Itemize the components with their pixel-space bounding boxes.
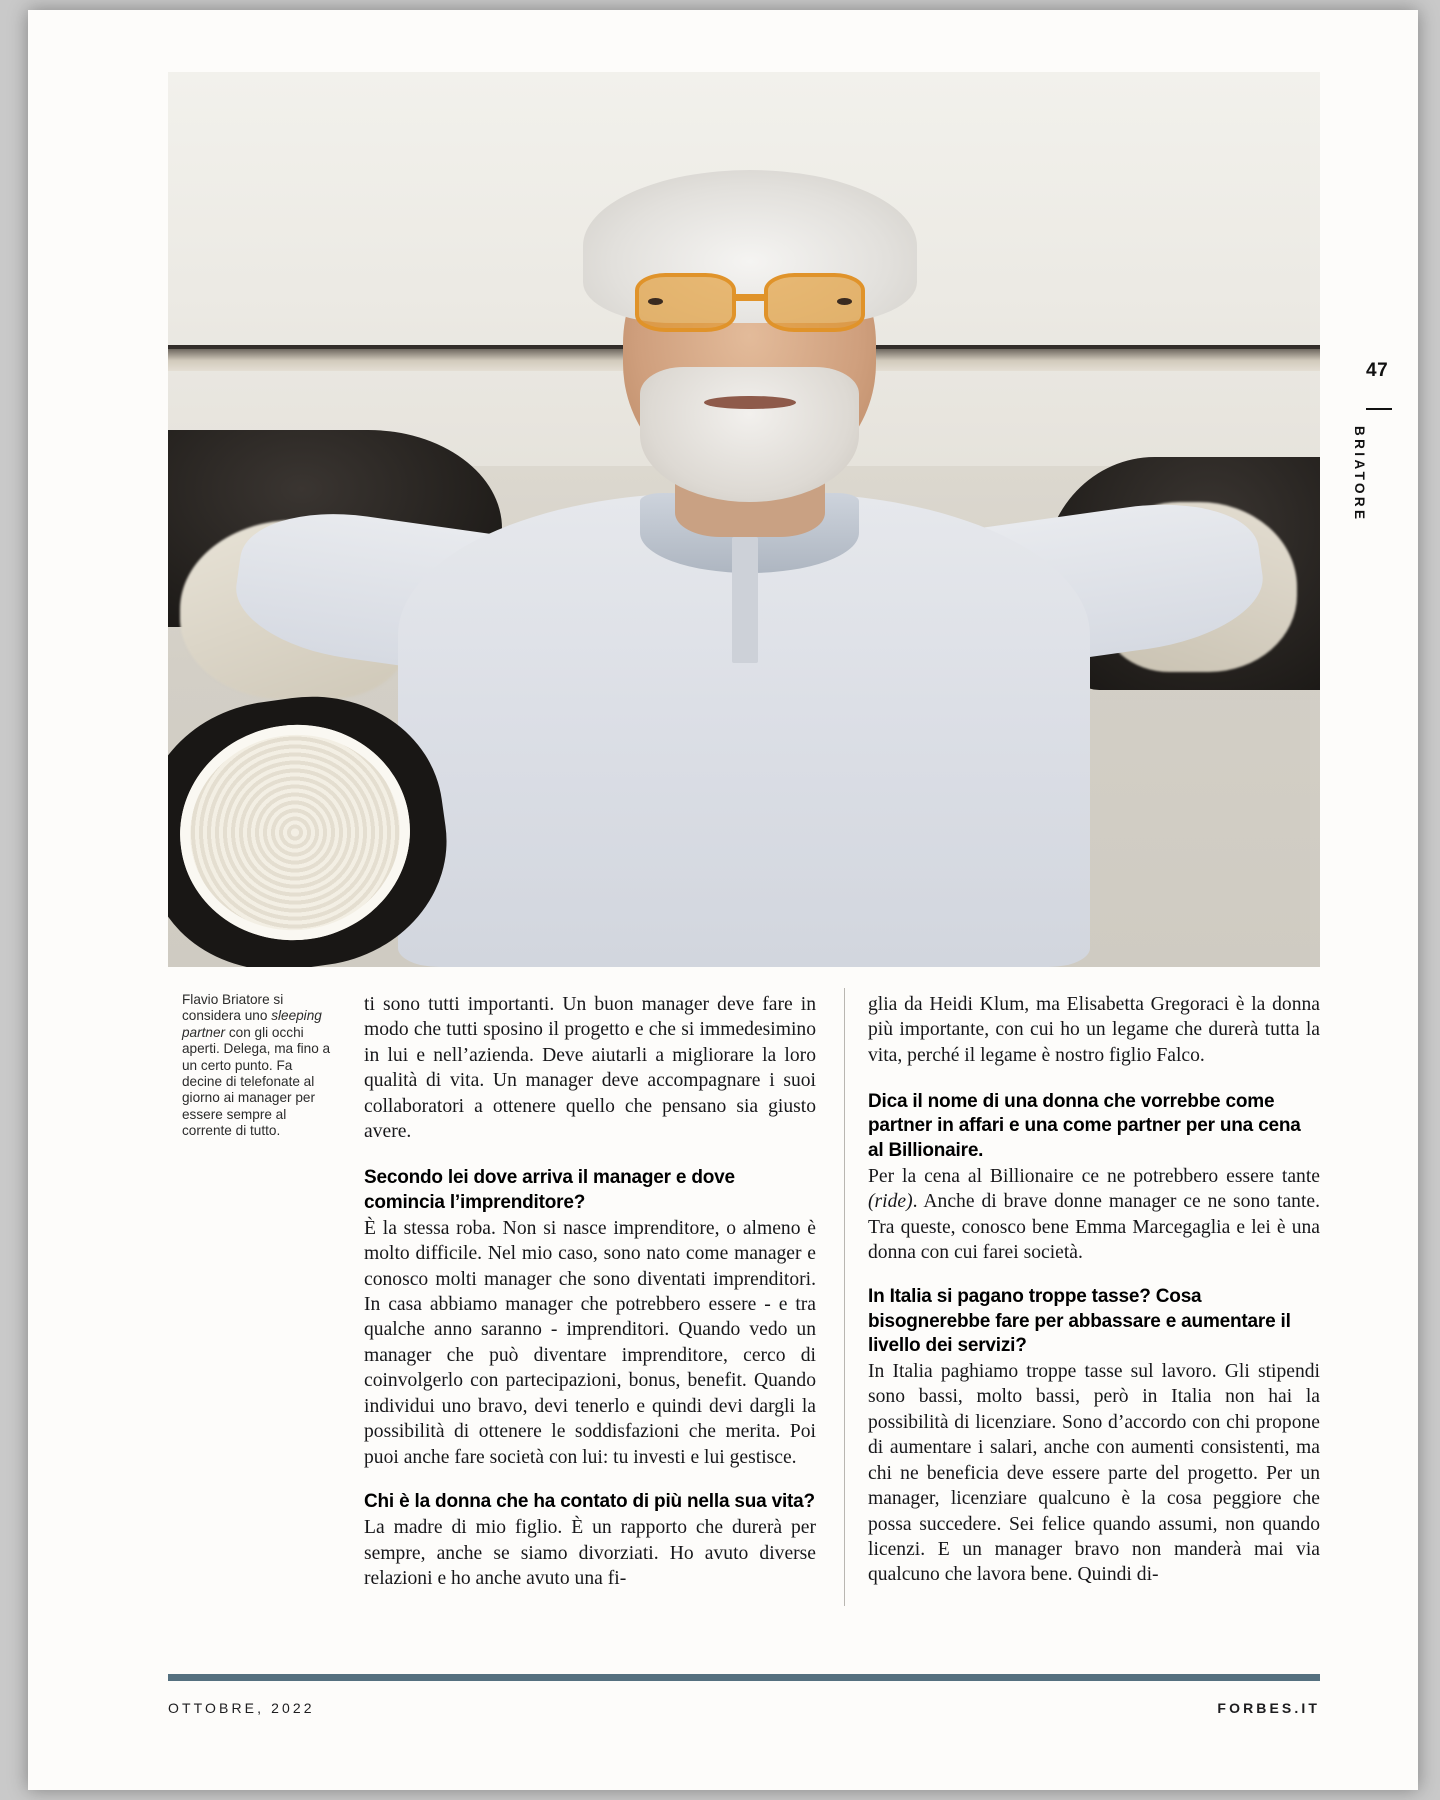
- interview-question: Secondo lei dove arriva il manager e dove comincia l’imprenditore?: [364, 1167, 735, 1213]
- column-divider: [844, 988, 845, 1606]
- interview-question: Dica il nome di una donna che vorrebbe come partner in affari e una come partner per una cena al Billionaire.: [868, 1091, 1301, 1161]
- article-body: [168, 992, 1320, 1632]
- interview-answer: In Italia paghiamo troppe tasse sul lavoro. Gli stipendi sono bassi, molto bassi, però in Italia non hai la possibilità di licenziare. Sono d’accordo con chi propone di aumentare i salari, anche con aumenti consistenti, ma chi ne beneficia deve essere parte del progetto. Per un manager, licenziare qualcuno è la cosa peggiore che possa succedere. Sei felice quando assumi, non quando licenzi. E un manager bravo non manderà mai via qualcuno che lavora bene. Quindi di-: [868, 1361, 1320, 1586]
- photo-caption: [182, 992, 332, 1140]
- answer-italic-aside: (ride): [868, 1191, 913, 1213]
- interview-question: Chi è la donna che ha contato di più nella sua vita?: [364, 1490, 815, 1512]
- photo-subject-glasses: [635, 273, 865, 331]
- paragraph-continuation: ti sono tutti importanti. Un buon manager deve fare in modo che tutti sposino il progetto e che si immedesimino in lui e nell’azienda. Deve aiutarli a migliorare la loro qualità di vita. Un manager deve accompagnare i suoi collaboratori a ottenere quello che pensano sia giusto avere.: [364, 994, 816, 1143]
- caption-text-1: Flavio Briatore si considera uno: [182, 992, 284, 1024]
- photo-subject-beard: [640, 367, 859, 501]
- interview-answer: È la stessa roba. Non si nasce imprenditore, o almeno è molto difficile. Nel mio caso, sono nato come manager e conosco molti manager che sono diventati imprenditori. In casa abbiamo manager che potrebbero essere - e tra qualche anno saranno - imprenditori. Quando vedo un manager che può diventare imprenditore, cerco di coinvolgerlo con partecipazioni, bonus, benefit. Quando individui uno bravo, devi tenerlo e quindi devi dargli la possibilità di ottenere le soddisfazioni che merita. Poi puoi anche fare società con lui: tu investi e lui gestisce.: [364, 1217, 816, 1468]
- footer-website[interactable]: FORBES.IT: [1217, 1700, 1320, 1716]
- text-column-right: [868, 992, 1320, 1588]
- glasses-lens-right: [764, 273, 865, 331]
- paragraph-continuation: glia da Heidi Klum, ma Elisabetta Gregoraci è la donna più importante, con cui ho un legame che durerà tutta la vita, perché il legame è nostro figlio Falco.: [868, 994, 1320, 1066]
- caption-italic: sleeping partner: [182, 1008, 322, 1040]
- footer-rule: [168, 1674, 1320, 1681]
- answer-text-a: Per la cena al Billionaire ce ne potrebbero essere tante: [868, 1165, 1320, 1187]
- folio-divider: [1366, 408, 1392, 410]
- article-photo: [168, 72, 1320, 967]
- glasses-lens-left: [635, 273, 736, 331]
- caption-text-2: con gli occhi aperti. Delega, ma fino a un certo punto. Fa decine di telefonate al giorno ai manager per essere sempre al corrente di tutto.: [182, 1024, 331, 1139]
- interview-answer: La madre di mio figlio. È un rapporto che durerà per sempre, anche se siamo divorziati. Ho avuto diverse relazioni e ho anche avuto una fi-: [364, 1517, 816, 1589]
- page-number: 47: [1366, 360, 1389, 381]
- photo-subject-eye-right: [837, 298, 852, 305]
- interview-question: In Italia si pagano troppe tasse? Cosa bisognerebbe fare per abbassare e aumentare il livello dei servizi?: [868, 1286, 1291, 1356]
- running-head: BRIATORE: [1352, 426, 1367, 523]
- footer-issue-date: OTTOBRE, 2022: [168, 1700, 315, 1716]
- magazine-page: [28, 10, 1418, 1790]
- photo-subject-eye-left: [648, 298, 663, 305]
- text-column-left: [364, 992, 816, 1591]
- answer-text-b: . Anche di brave donne manager ce ne sono tante. Tra queste, conosco bene Emma Marcegaglia e lei è una donna con cui farei società.: [868, 1191, 1320, 1264]
- interview-answer: [868, 1164, 1320, 1266]
- glasses-bridge: [736, 294, 764, 301]
- photo-subject-placket: [732, 537, 757, 662]
